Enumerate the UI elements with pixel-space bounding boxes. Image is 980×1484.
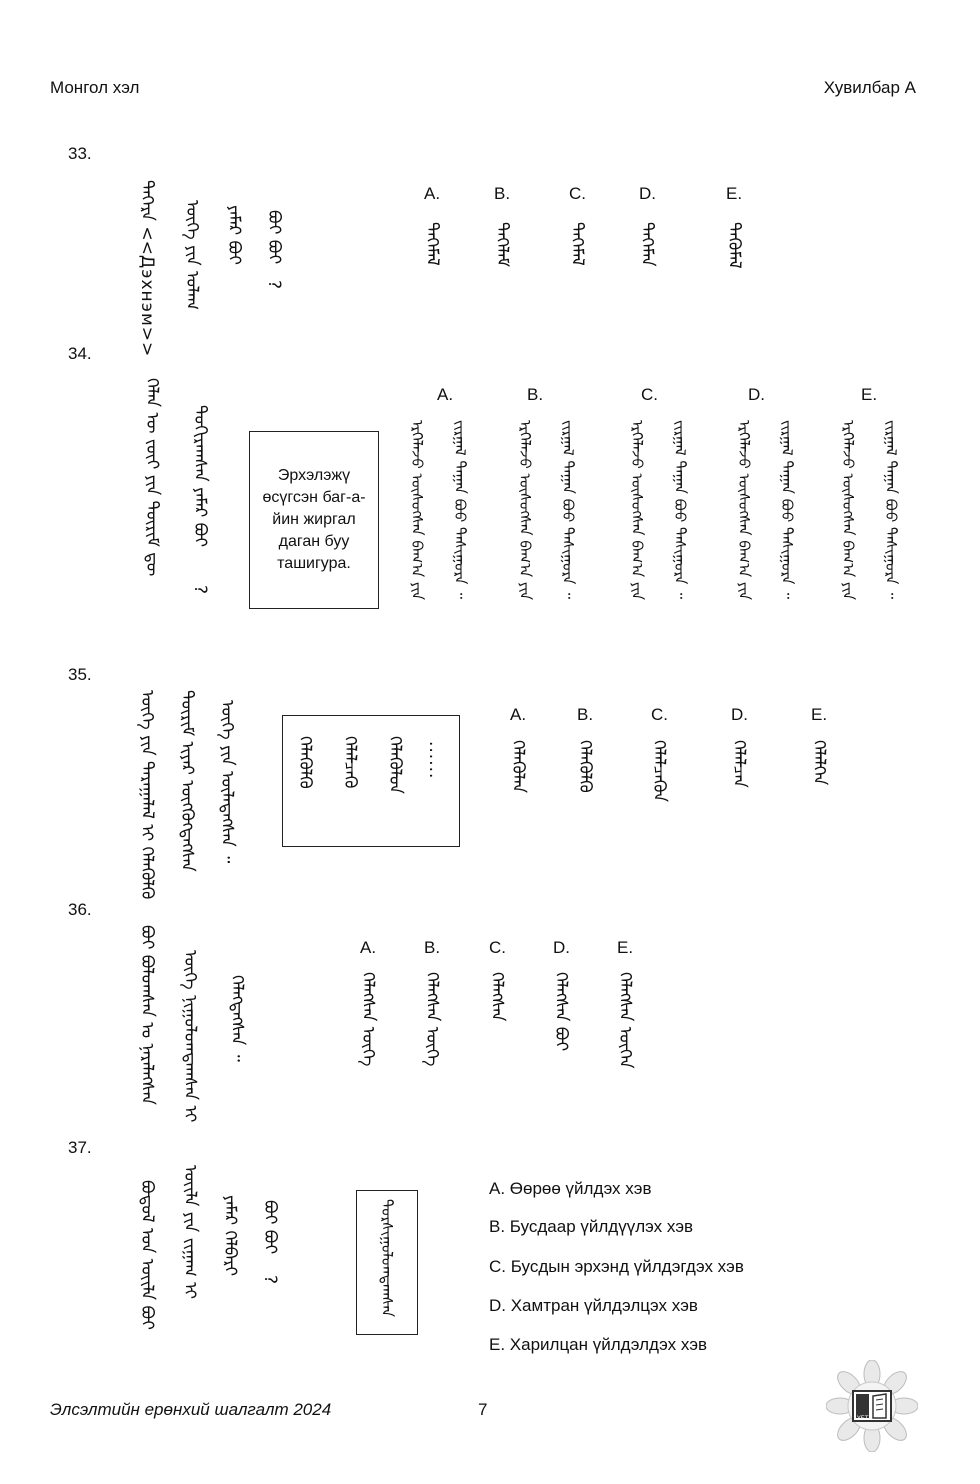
q33-stem-line: ᠪᠤᠢ ᠪᠤᠢ — [264, 210, 284, 265]
q34-stem-line: ᠲᠣᠬᠢᠷᠠᠭᠰᠠᠨ ᠶᠠᠮᠠᠷ ᠪᠤᠢ — [190, 405, 210, 548]
q37-stem-line: ? — [260, 1275, 280, 1286]
variant-label: Хувилбар А — [823, 78, 916, 97]
q37-answer[interactable]: B. Бусдаар үйлдүүлэх хэв — [489, 1217, 694, 1236]
q34-source-box — [249, 431, 379, 609]
q37-word-box — [356, 1190, 418, 1335]
q36-option-letter: A. — [360, 938, 377, 957]
q37-answer[interactable]: C. Бусдын эрхэнд үйлдэгдэх хэв — [489, 1257, 744, 1276]
q33-option[interactable]: ᠳᠡᠭᠡᠮᠡᠨ — [637, 222, 657, 267]
q34-option-letter: E. — [861, 385, 878, 404]
question-number: 34. — [68, 344, 92, 363]
q34-option-line: ᠡᠷᠬᠡᠯᠡᠵᠦ ᠥᠰᠦᠭᠰᠡᠨ ᠪᠠᠭ᠎ᠠ ᠶᠢᠨ — [628, 420, 646, 601]
q33-option[interactable]: ᠳᠡᠭᠡᠮᠡᠯ — [422, 222, 442, 266]
q33-option[interactable]: ᠳᠡᠭᠦᠮᠡᠯ — [724, 222, 744, 269]
q34-option-letter: B. — [527, 385, 544, 404]
q35-stem-line: ᠦᠭᠡ ᠶᠢᠨ ᠦᠯᠡᠳᠡᠭᠰᠡᠨ ᠃ — [217, 700, 237, 864]
q35-option[interactable]: ᠬᠡᠯᠡᠯᠴᠡᠬᠦᠨ — [649, 740, 669, 802]
q35-option-letter: A. — [510, 705, 527, 724]
q34-option-line: ᠵᠢᠷᠭᠠᠯ ᠳᠠᠭᠠᠨ ᠪᠤᠤ ᠲᠠᠰᠢᠭᠤᠷᠠ ᠃ — [778, 420, 796, 599]
q35-option[interactable]: ᠬᠡᠯᠡᠭᠦᠯᠬᠦ — [575, 740, 595, 793]
q33-option-letter: D. — [639, 184, 656, 203]
q36-option[interactable]: ᠬᠡᠯᠡᠭᠰᠡᠨ ᠪᠤᠢ — [551, 972, 571, 1052]
q34-option-line: ᠵᠢᠷᠭᠠᠯ ᠳᠠᠭᠠᠨ ᠪᠤᠤ ᠲᠠᠰᠢᠭᠤᠷᠠ ᠃ — [671, 420, 689, 599]
q34-option-line: ᠵᠢᠷᠭᠠᠯ ᠳᠠᠭᠠᠨ ᠪᠤᠤ ᠲᠠᠰᠢᠭᠤᠷᠠ ᠃ — [559, 420, 577, 599]
q37-stem-line: ᠪᠤᠢ ᠪᠤᠢ — [260, 1200, 280, 1255]
question-number: 33. — [68, 144, 92, 163]
q35-stem-line: ᠦᠭᠡ ᠶᠢᠨ ᠳᠠᠷᠠᠭᠠᠯᠠᠯ ᠢ ᠬᠡᠯᠡᠬᠦᠯᠬᠦ — [137, 690, 157, 900]
q34-option-line: ᠡᠷᠬᠡᠯᠡᠵᠦ ᠥᠰᠦᠭᠰᠡᠨ ᠪᠠᠭ᠎ᠠ ᠶᠢᠨ — [839, 420, 857, 601]
q34-stem-line: ? — [190, 585, 210, 596]
q36-option[interactable]: ᠬᠡᠯᠡᠭᠰᠡᠨ ᠦᠭᠡ — [422, 972, 442, 1067]
q37-stem-line: ᠦᠢᠯᠡ ᠶᠢᠨ ᠵᠢᠭᠠᠭ ᠢ — [180, 1165, 200, 1300]
q35-option-letter: B. — [577, 705, 594, 724]
q34-option-letter: D. — [748, 385, 765, 404]
q33-option-letter: E. — [726, 184, 743, 203]
seal-text: ҮБТ — [857, 1415, 869, 1422]
q35-word-box — [282, 715, 460, 847]
book-seal-icon — [826, 1360, 918, 1452]
question-number: 36. — [68, 900, 92, 919]
q35-option[interactable]: ᠬᠡᠯᠡᠯᠭᠡᠨ — [809, 740, 829, 786]
q35-option-letter: E. — [811, 705, 828, 724]
q36-option[interactable]: ᠬᠡᠯᠡᠭᠰᠡᠨ ᠦᠭᠡ — [358, 972, 378, 1067]
q34-option-letter: A. — [437, 385, 454, 404]
q35-option[interactable]: ᠬᠡᠯᠡᠯᠴᠡᠨ — [729, 740, 749, 788]
question-number: 35. — [68, 665, 92, 684]
q33-option-letter: A. — [424, 184, 441, 203]
q37-answer[interactable]: E. Харилцан үйлдэлдэх хэв — [489, 1335, 708, 1354]
q33-option-letter: C. — [569, 184, 586, 203]
q35-box-word: ᠬᠡᠯᠡᠬᠦᠯᠬᠦ — [295, 736, 315, 789]
q35-option[interactable]: ᠬᠡᠯᠡᠬᠦᠯᠡᠨ — [508, 740, 528, 793]
exam-title: Элсэлтийн ерөнхий шалгалт 2024 — [50, 1400, 332, 1419]
q34-option-line: ᠡᠷᠬᠡᠯᠡᠵᠦ ᠥᠰᠦᠭᠰᠡᠨ ᠪᠠᠭ᠎ᠠ ᠶᠢᠨ — [735, 420, 753, 601]
q35-box-word: ...... — [425, 741, 445, 780]
question-number: 37. — [68, 1138, 92, 1157]
q35-stem-line: ᠳᠦᠷᠢᠮ ᠢᠶᠡᠷ ᠥᠭᠭᠦᠭᠳᠡᠭᠰᠡᠨ — [177, 690, 197, 872]
q35-box-word: ᠬᠡᠯᠡᠭᠦᠯᠦᠨ — [385, 736, 405, 794]
q33-stem-line: ᠶᠠᠮᠠᠷ ᠪᠤᠢ — [224, 205, 244, 265]
q33-option[interactable]: ᠳᠡᠭᠡᠯᠡᠮ — [492, 222, 512, 267]
q37-answer[interactable]: D. Хамтран үйлдэлцэх хэв — [489, 1296, 698, 1315]
q35-option-letter: D. — [731, 705, 748, 724]
page-number: 7 — [478, 1400, 488, 1419]
q34-option-letter: C. — [641, 385, 658, 404]
q36-option-letter: C. — [489, 938, 506, 957]
q33-option[interactable]: ᠳᠡᠬᠡᠮᠡᠯ — [567, 222, 587, 266]
q37-box-word: ᠲᠤᠷᠰᠢᠭᠤᠯᠤᠭᠳᠠᠭᠰᠠᠨ — [378, 1199, 396, 1318]
q35-option-letter: C. — [651, 705, 668, 724]
q37-answer[interactable]: A. Өөрөө үйлдэх хэв — [489, 1179, 652, 1198]
q33-stem-line: ᠦᠭᠡ ᠶᠢᠨ ᠤᠯᠠᠭ — [182, 200, 202, 311]
q34-option-line: ᠡᠷᠬᠡᠯᠡᠵᠦ ᠥᠰᠦᠭᠰᠡᠨ ᠪᠠᠭ᠎ᠠ ᠶᠢᠨ — [408, 420, 426, 601]
q36-option[interactable]: ᠬᠡᠯᠡᠭᠰᠡᠨ — [487, 972, 507, 1022]
q36-stem-line: ᠦᠭᠡ ᠨᠢᠭᠤᠯᠤᠭᠳᠠᠭᠰᠠᠨ ᠢ — [180, 950, 200, 1123]
q36-option-letter: B. — [424, 938, 441, 957]
q35-box-word: ᠬᠡᠯᠡᠯᠴᠡᠬᠦ — [340, 736, 360, 789]
q34-stem-line: ᠬᠡᠯᠡᠨ ᠦ ᠵᠦᠢ ᠶᠢᠨ ᠳᠦᠷᠢᠮ ᠳᠦ — [142, 378, 162, 577]
q34-source-text: Эрхэлэжү өсүгсэн баг-а-йин жиргал даган буу ташигура. — [262, 467, 366, 572]
q37-stem-line: ᠪᠣᠳᠤᠯ ᠤᠨ ᠦᠢᠯᠡ ᠪᠣᠢ — [137, 1180, 157, 1330]
q36-option-letter: D. — [553, 938, 570, 957]
q36-stem-line: ᠪᠤᠢ ᠪᠣᠯᠤᠭᠰᠠᠨ ᠤ ᠨᠡᠷᠡᠯᠡᠭᠰᠡᠨ — [137, 925, 157, 1105]
q36-stem-line: ᠬᠡᠯᠡᠭᠳᠡᠭᠰᠡᠨ ᠃ — [227, 975, 247, 1062]
q33-option-letter: B. — [494, 184, 511, 203]
q33-stem-line: ? — [264, 280, 284, 291]
q36-option-letter: E. — [617, 938, 634, 957]
q37-stem-line: ᠶᠠᠮᠠᠷ ᠬᠡᠯᠪᠡᠷᠢ — [220, 1195, 240, 1277]
q36-option[interactable]: ᠬᠡᠯᠡᠭᠰᠡᠨ ᠦᠭᠡᠨ — [615, 972, 635, 1069]
q33-stem-line: ᠳᠡᠭᠡᠷᠡ <<Дэхнэм>> — [137, 180, 157, 358]
q34-option-line: ᠵᠢᠷᠭᠠᠯ ᠳᠠᠭᠠᠨ ᠪᠤᠤ ᠲᠠᠰᠢᠭᠤᠷᠠ ᠃ — [882, 420, 900, 599]
q34-option-line: ᠡᠷᠬᠡᠯᠡᠵᠦ ᠥᠰᠦᠭᠰᠡᠨ ᠪᠠᠭ᠎ᠠ ᠶᠢᠨ — [516, 420, 534, 601]
subject-title: Монгол хэл — [50, 78, 140, 97]
q34-option-line: ᠵᠢᠷᠭᠠᠯ ᠳᠠᠭᠠᠨ ᠪᠤᠤ ᠲᠠᠰᠢᠭᠤᠷᠠ ᠃ — [451, 420, 469, 599]
